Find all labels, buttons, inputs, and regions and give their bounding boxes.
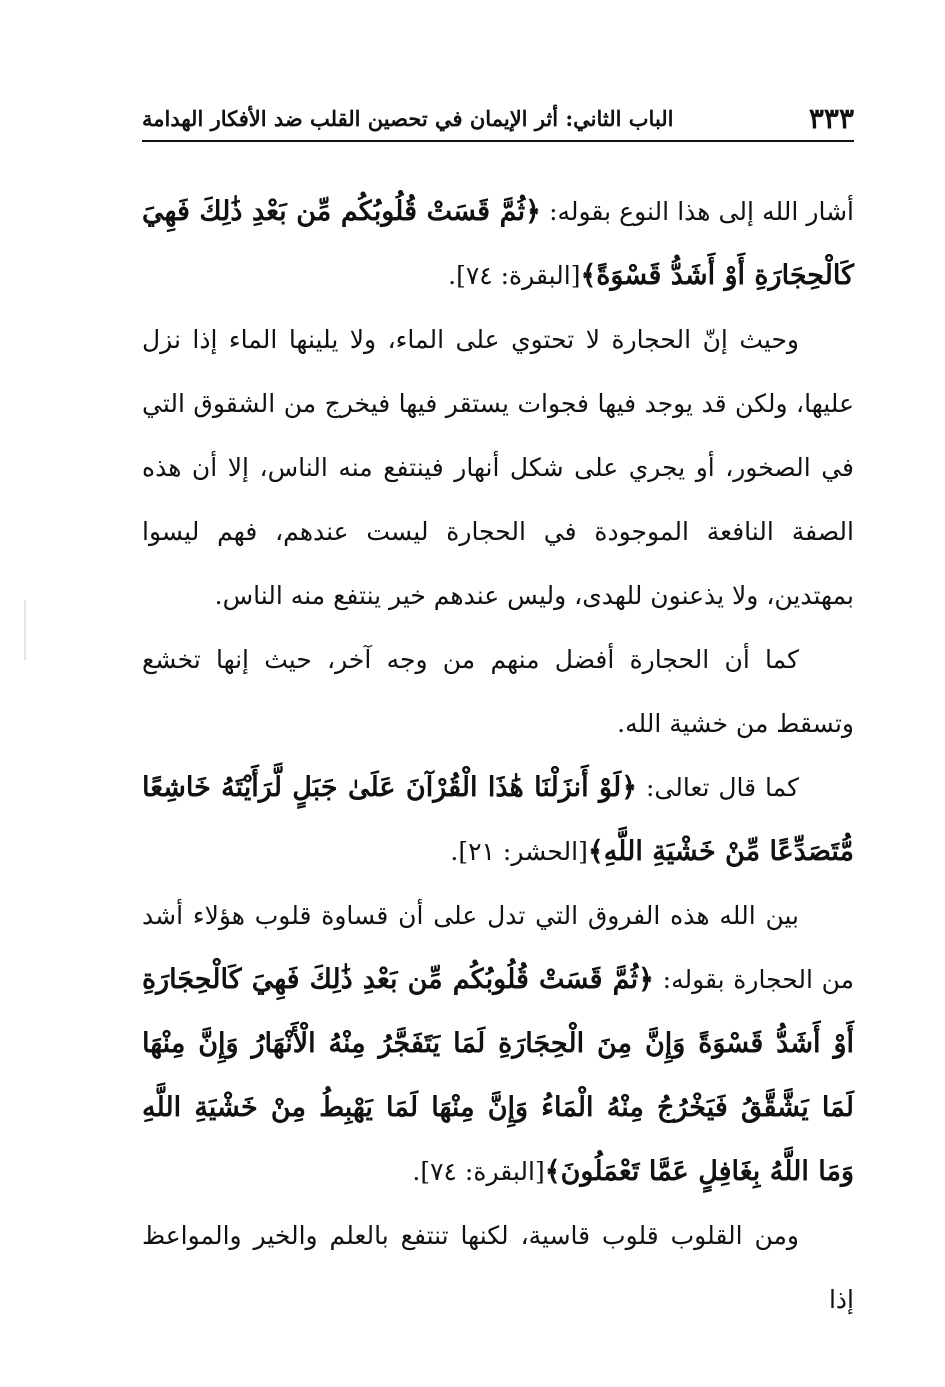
page-body	[142, 180, 854, 1314]
period: .	[450, 837, 459, 866]
quran-verse: ﴿ثُمَّ قَسَتْ قُلُوبُكُم مِّن بَعْدِ ذَٰلِكَ فَهِيَ كَالْحِجَارَةِ أَوْ أَشَدُّ قَسْوَةً﴾	[142, 196, 854, 291]
quran-verse: ﴿لَوْ أَنزَلْنَا هَٰذَا الْقُرْآنَ عَلَىٰ جَبَلٍ لَّرَأَيْتَهُ خَاشِعًا مُّتَصَدِّعًا مِّنْ خَشْيَةِ اللَّهِ﴾	[142, 772, 854, 867]
period: .	[412, 1157, 421, 1186]
quran-verse: ﴿ثُمَّ قَسَتْ قُلُوبُكُم مِّن بَعْدِ ذَٰلِكَ فَهِيَ كَالْحِجَارَةِ أَوْ أَشَدُّ قَسْوَةً وَإِنَّ مِنَ الْحِجَارَةِ لَمَا يَتَفَجَّرُ مِنْهُ الْأَنْهَارُ وَإِنَّ مِنْهَا لَمَا يَشَّقَّقُ فَيَخْرُجُ مِنْهُ الْمَاءُ وَإِنَّ مِنْهَا لَمَا يَهْبِطُ مِنْ خَشْيَةِ اللَّهِ وَمَا اللَّهُ بِغَافِلٍ عَمَّا تَعْمَلُونَ﴾	[142, 964, 854, 1187]
paragraph-4	[142, 756, 854, 884]
paragraph-lead: كما قال تعالى:	[637, 773, 799, 802]
paragraph-lead: أشار الله إلى هذا النوع بقوله:	[540, 197, 854, 226]
period: .	[448, 261, 457, 290]
page-header	[142, 92, 854, 136]
verse-reference: [البقرة: ٧٤]	[456, 261, 581, 290]
verse-reference: [الحشر: ٢١]	[458, 837, 588, 866]
paragraph-lead: بين الله هذه الفروق التي تدل على أن قساوة قلوب هؤلاء أشد من الحجارة بقوله:	[142, 901, 854, 994]
running-title: الباب الثاني: أثر الإيمان في تحصين القلب ضد الأفكار الهدامة	[142, 106, 674, 131]
page-number: ٣٣٣	[808, 102, 854, 135]
paragraph-3: كما أن الحجارة أفضل منهم من وجه آخر، حيث إنها تخشع وتسقط من خشية الله.	[142, 645, 854, 738]
paragraph-6: ومن القلوب قلوب قاسية، لكنها تنتفع بالعلم والخير والمواعظ إذا	[142, 1221, 854, 1314]
header-divider	[142, 140, 854, 142]
paragraph-5	[142, 884, 854, 1204]
verse-reference: [البقرة: ٧٤]	[420, 1157, 545, 1186]
scan-margin-mark	[24, 600, 26, 660]
paragraph-2: وحيث إنّ الحجارة لا تحتوي على الماء، ولا يلينها الماء إذا نزل عليها، ولكن قد يوجد فيها فجوات يستقر فيها فيخرج من الشقوق التي في الصخور، أو يجري على شكل أنهار فينتفع منه الناس، إلا أن هذه الصفة النافعة الموجودة في الحجارة ليست عندهم، فهم ليسوا بمهتدين، ولا يذعنون للهدى، وليس عندهم خير ينتفع منه الناس.	[142, 325, 854, 610]
paragraph-1	[142, 180, 854, 308]
